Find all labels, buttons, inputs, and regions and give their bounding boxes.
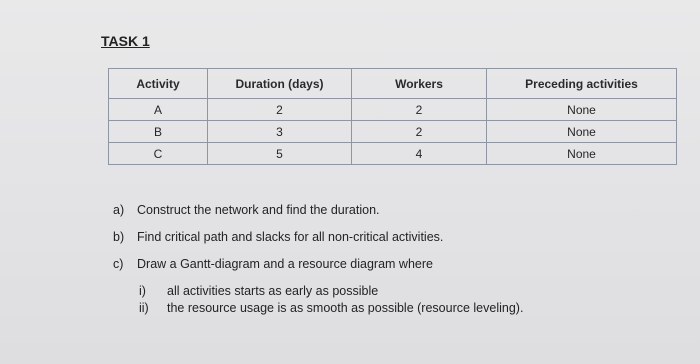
header-activity: Activity [109,69,208,99]
question-a [113,204,380,217]
header-duration: Duration (days) [208,69,352,99]
question-c-i [139,285,378,298]
subquestion-text: all activities starts as early as possible [167,284,379,298]
cell-preceding: None [487,99,677,121]
table-row [109,99,677,121]
cell-preceding: None [487,143,677,165]
cell-workers: 2 [352,99,487,121]
cell-activity: A [109,99,208,121]
subquestion-label: ii) [139,301,149,315]
table-header-row [109,69,677,99]
question-c-ii [139,302,523,315]
cell-preceding: None [487,121,677,143]
question-c [113,258,433,271]
header-workers: Workers [352,69,487,99]
cell-workers: 4 [352,143,487,165]
question-text: Draw a Gantt-diagram and a resource diagram where [137,257,433,271]
question-text: Find critical path and slacks for all non-critical activities. [137,230,444,244]
task-title: TASK 1 [101,33,150,49]
cell-duration: 3 [208,121,352,143]
header-preceding-activities: Preceding activities [487,69,677,99]
table-row [109,121,677,143]
question-b [113,231,443,244]
cell-duration: 5 [208,143,352,165]
cell-activity: B [109,121,208,143]
cell-duration: 2 [208,99,352,121]
subquestion-label: i) [139,284,146,298]
cell-activity: C [109,143,208,165]
activity-table [108,68,677,165]
question-label: b) [113,230,125,244]
question-label: c) [113,257,124,271]
cell-workers: 2 [352,121,487,143]
subquestion-text: the resource usage is as smooth as possible (resource leveling). [167,301,524,315]
question-label: a) [113,203,125,217]
question-text: Construct the network and find the duration. [137,203,380,217]
table-row [109,143,677,165]
